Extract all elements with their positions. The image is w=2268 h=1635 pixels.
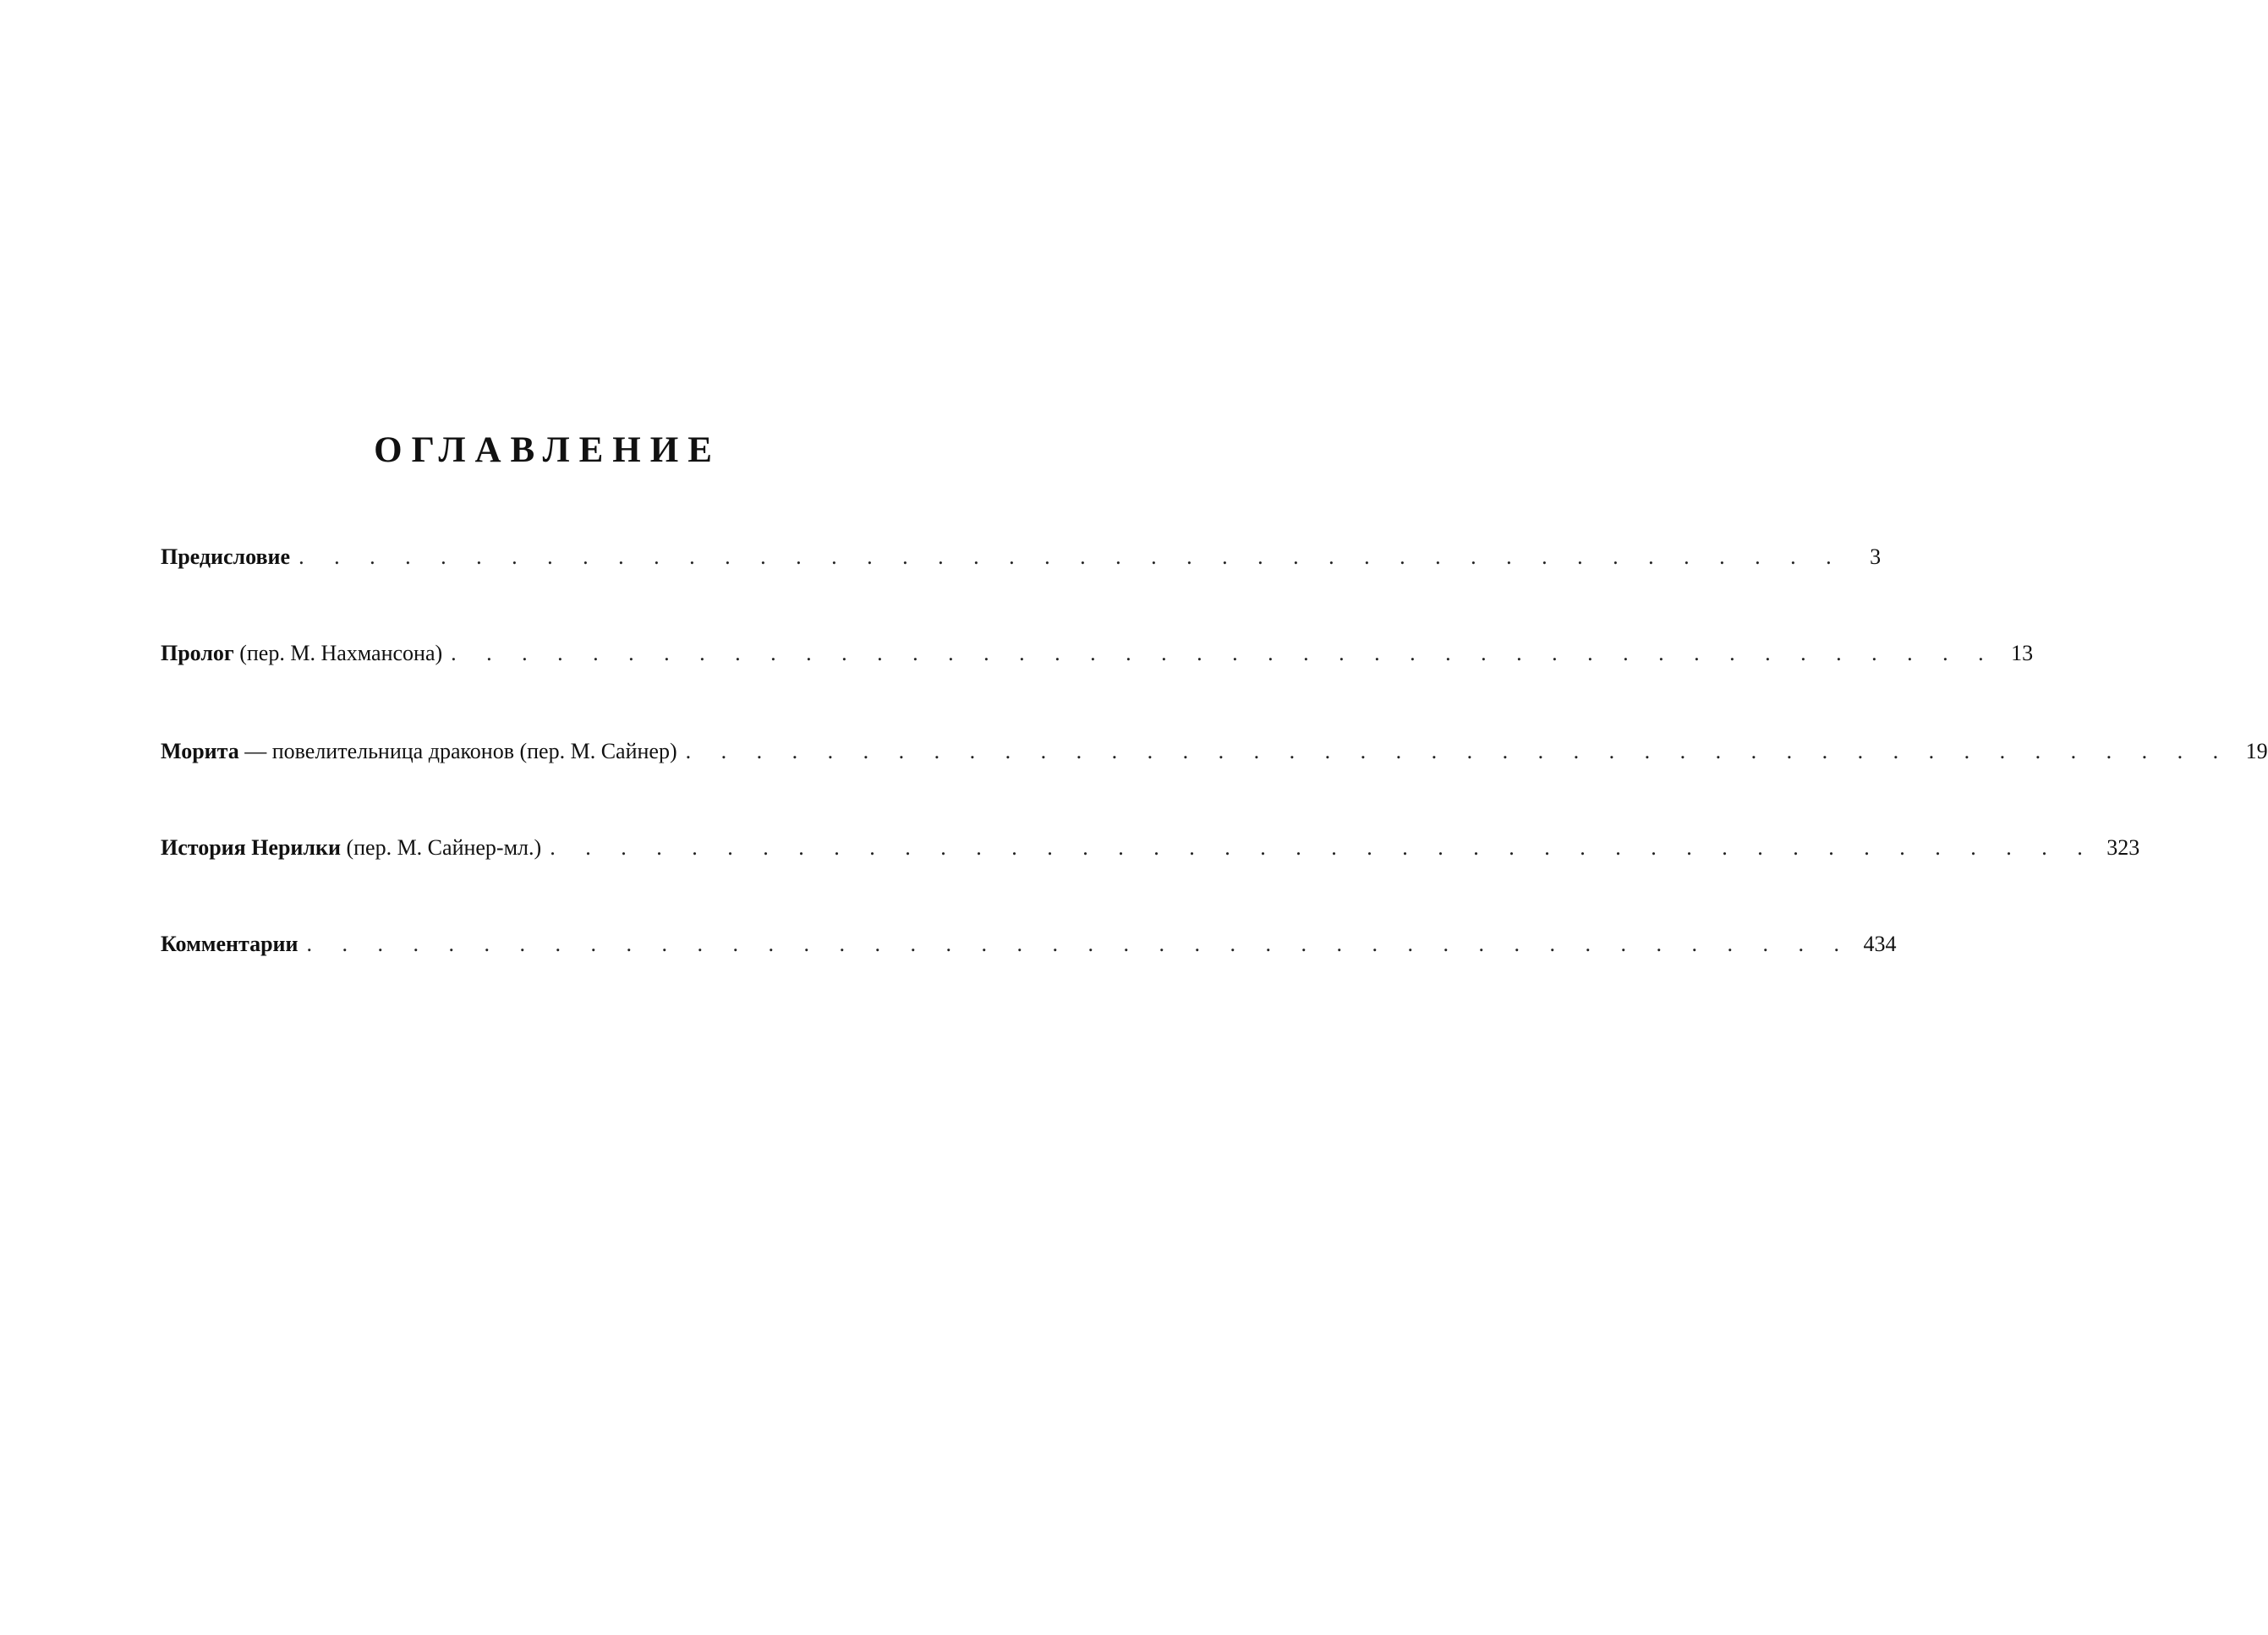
entry-title-bold: Пролог xyxy=(161,641,234,665)
toc-entry xyxy=(161,832,2140,864)
page-number: 3 xyxy=(1870,544,1882,569)
entry-title-rest: (пер. М. Нахмансона) xyxy=(233,641,443,665)
toc-entry xyxy=(161,541,1882,573)
entry-title-bold: История Нерилки xyxy=(161,835,341,860)
page-number: 434 xyxy=(1863,932,1897,956)
entry-title xyxy=(161,541,290,573)
entry-title-rest: — повелительница драконов (пер. М. Сайнер) xyxy=(238,739,677,763)
toc-list xyxy=(161,541,2268,956)
dot-leader: . . . . . . . . . . . . . . . . . . . . . . . . . . . . . . . . . . . . . . . . . . . . xyxy=(299,544,1844,569)
entry-title xyxy=(161,832,541,864)
entry-title xyxy=(161,928,299,960)
entry-title xyxy=(161,637,442,670)
dot-leader: . . . . . . . . . . . . . . . . . . . . . . . . . . . . . . . . . . . . . . . . . . . . xyxy=(306,932,1852,956)
page-title: ОГЛАВЛЕНИЕ xyxy=(374,430,721,470)
entry-title xyxy=(161,735,677,768)
entry-title-rest: (пер. М. Сайнер-мл.) xyxy=(340,835,542,860)
dot-leader: . . . . . . . . . . . . . . . . . . . . . . . . . . . . . . . . . . . . . . . . . . . . xyxy=(550,835,2095,860)
page-number: 19 xyxy=(2245,739,2268,763)
toc-entry xyxy=(161,735,2268,768)
entry-title-bold: Предисловие xyxy=(161,544,291,569)
entry-title-bold: Морита xyxy=(161,739,239,763)
page-number: 13 xyxy=(2011,641,2034,665)
dot-leader: . . . . . . . . . . . . . . . . . . . . . . . . . . . . . . . . . . . . . . . . . . . . xyxy=(685,739,2231,763)
toc-entry xyxy=(161,637,2034,670)
dot-leader: . . . . . . . . . . . . . . . . . . . . . . . . . . . . . . . . . . . . . . . . . . . . xyxy=(451,641,1997,665)
toc-entry xyxy=(161,928,1897,960)
entry-title-bold: Комментарии xyxy=(161,932,299,956)
page-number: 323 xyxy=(2106,835,2140,860)
